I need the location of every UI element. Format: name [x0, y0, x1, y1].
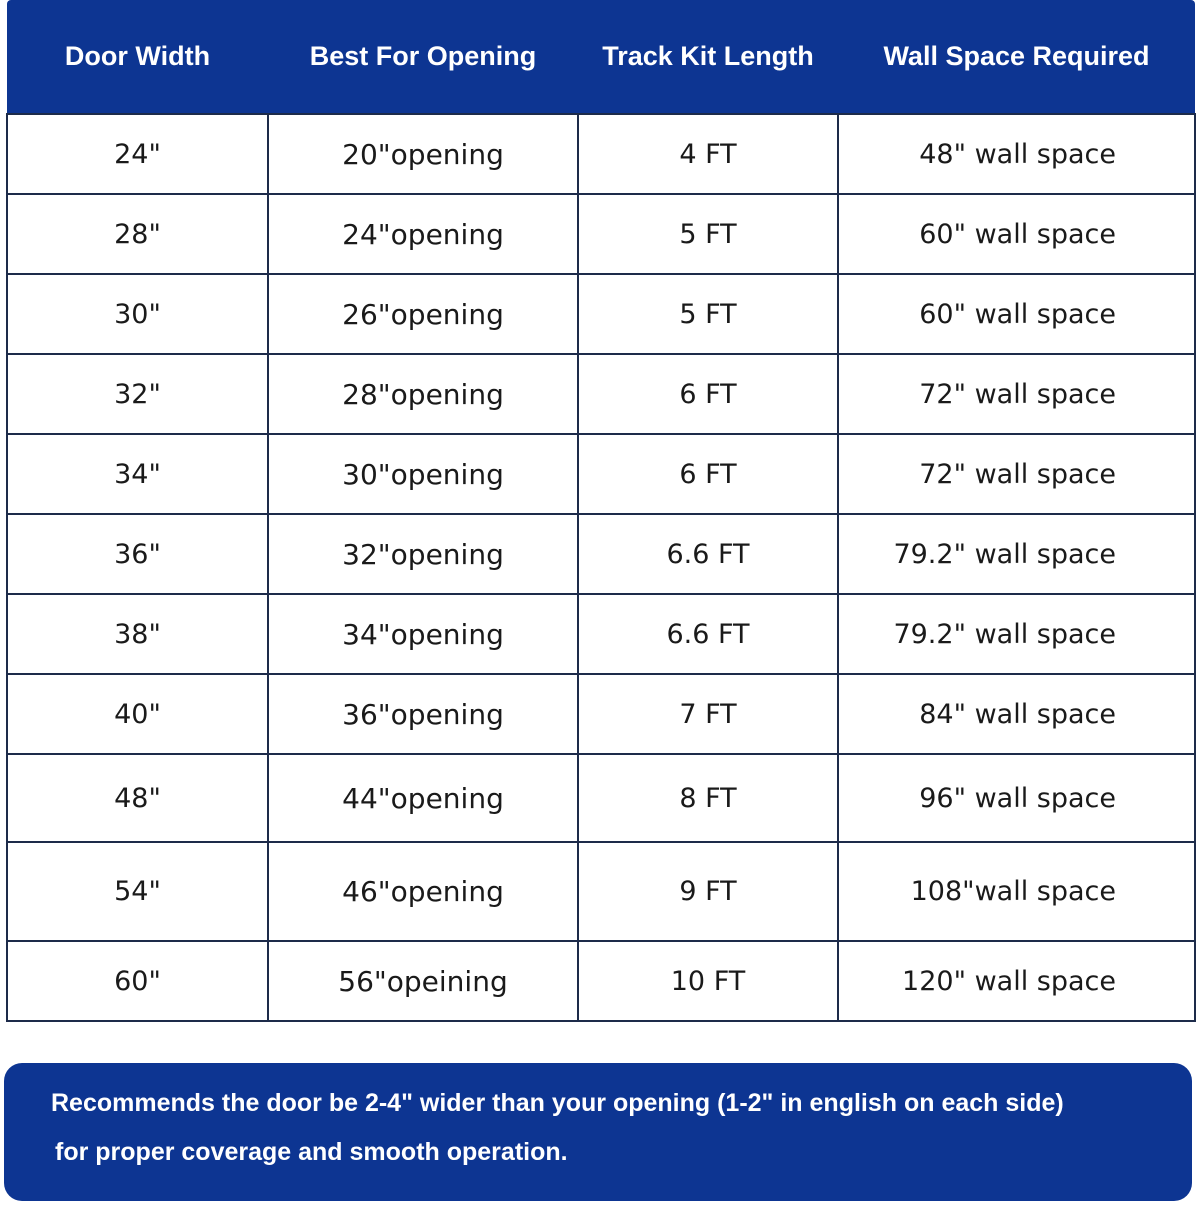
door-width-cell: 48" — [7, 754, 268, 842]
door-width-cell: 60" — [7, 941, 268, 1021]
opening-cell: 56"opeining — [268, 941, 578, 1021]
wall-space-cell: 79.2" wall space — [838, 514, 1195, 594]
opening-cell: 32"opening — [268, 514, 578, 594]
door-width-cell: 24" — [7, 114, 268, 194]
wall-space-cell: 48" wall space — [838, 114, 1195, 194]
door-width-cell: 32" — [7, 354, 268, 434]
wall-space-cell: 108"wall space — [838, 842, 1195, 941]
wall-space-cell: 60" wall space — [838, 274, 1195, 354]
note-line-2: for proper coverage and smooth operation. — [55, 1138, 568, 1166]
door-width-cell: 40" — [7, 674, 268, 754]
track-length-cell: 8 FT — [578, 754, 838, 842]
track-length-cell: 6 FT — [578, 354, 838, 434]
wall-space-cell: 79.2" wall space — [838, 594, 1195, 674]
table-row — [7, 594, 1195, 674]
door-width-cell: 36" — [7, 514, 268, 594]
table-header — [7, 0, 1195, 114]
opening-cell: 24"opening — [268, 194, 578, 274]
table-row — [7, 674, 1195, 754]
table-row — [7, 941, 1195, 1021]
note-line-1: Recommends the door be 2-4" wider than your opening (1-2" in english on each side) — [51, 1089, 1064, 1117]
door-width-cell: 38" — [7, 594, 268, 674]
table-row — [7, 354, 1195, 434]
table-row — [7, 274, 1195, 354]
door-size-table-container — [6, 0, 1194, 1022]
opening-cell: 30"opening — [268, 434, 578, 514]
wall-space-cell: 60" wall space — [838, 194, 1195, 274]
opening-cell: 46"opening — [268, 842, 578, 941]
opening-cell: 20"opening — [268, 114, 578, 194]
wall-space-cell: 72" wall space — [838, 434, 1195, 514]
track-length-cell: 6.6 FT — [578, 594, 838, 674]
door-width-cell: 54" — [7, 842, 268, 941]
door-width-cell: 30" — [7, 274, 268, 354]
opening-cell: 36"opening — [268, 674, 578, 754]
track-length-cell: 6.6 FT — [578, 514, 838, 594]
header-door-width: Door Width — [7, 0, 268, 114]
table-row — [7, 514, 1195, 594]
track-length-cell: 7 FT — [578, 674, 838, 754]
table-row — [7, 114, 1195, 194]
opening-cell: 34"opening — [268, 594, 578, 674]
track-length-cell: 6 FT — [578, 434, 838, 514]
opening-cell: 28"opening — [268, 354, 578, 434]
table-row — [7, 194, 1195, 274]
table-row — [7, 754, 1195, 842]
header-track-kit-length: Track Kit Length — [578, 0, 838, 114]
track-length-cell: 10 FT — [578, 941, 838, 1021]
table-body — [7, 114, 1195, 1021]
wall-space-cell: 84" wall space — [838, 674, 1195, 754]
door-size-table — [6, 0, 1196, 1022]
header-row — [7, 0, 1195, 114]
door-width-cell: 34" — [7, 434, 268, 514]
recommendation-note — [4, 1063, 1192, 1201]
header-wall-space-required: Wall Space Required — [838, 0, 1195, 114]
wall-space-cell: 72" wall space — [838, 354, 1195, 434]
opening-cell: 26"opening — [268, 274, 578, 354]
opening-cell: 44"opening — [268, 754, 578, 842]
door-width-cell: 28" — [7, 194, 268, 274]
track-length-cell: 5 FT — [578, 194, 838, 274]
track-length-cell: 9 FT — [578, 842, 838, 941]
track-length-cell: 5 FT — [578, 274, 838, 354]
wall-space-cell: 96" wall space — [838, 754, 1195, 842]
table-row — [7, 842, 1195, 941]
table-row — [7, 434, 1195, 514]
wall-space-cell: 120" wall space — [838, 941, 1195, 1021]
header-best-for-opening: Best For Opening — [268, 0, 578, 114]
track-length-cell: 4 FT — [578, 114, 838, 194]
